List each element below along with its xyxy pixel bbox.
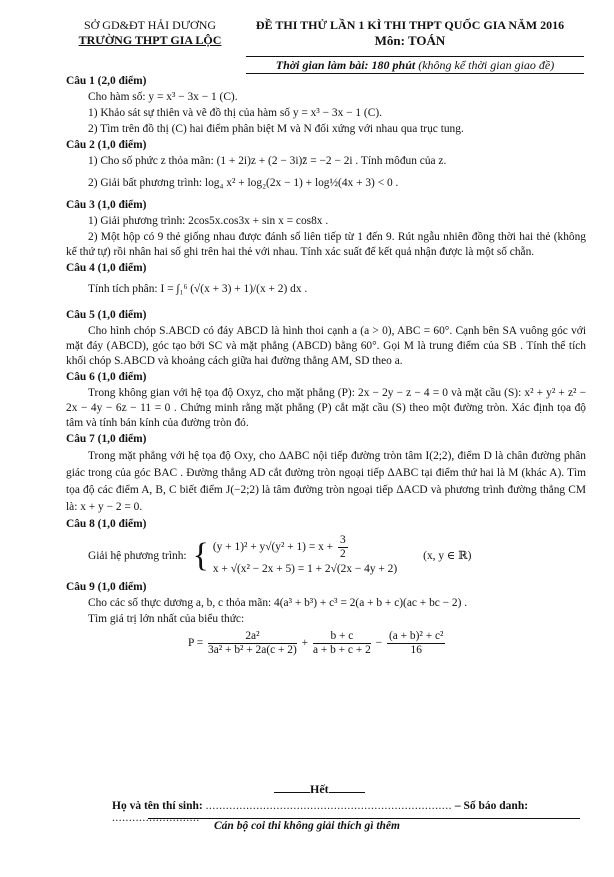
term-3 xyxy=(387,630,445,657)
system-brace: { xyxy=(192,537,209,574)
end-marker xyxy=(274,782,365,797)
candidate-name-field[interactable]: ......................................................................... xyxy=(205,800,452,812)
term-3-numerator: (a + b)² + c² xyxy=(388,630,444,642)
candidate-name-label: Họ và tên thí sinh: xyxy=(112,800,203,812)
sbd-label: – Số báo danh: xyxy=(454,800,529,812)
time-label: Thời gian làm bài: 180 phút xyxy=(275,58,416,72)
P-symbol: P = xyxy=(188,637,204,650)
expression-P xyxy=(188,630,586,657)
system-equation-2: x + √(x² − 2x + 5) = 1 + 2√(2x − 4y + 2) xyxy=(212,563,398,575)
question-8-title: Câu 8 (1,0 điểm) xyxy=(66,518,147,530)
plus-sign: + xyxy=(301,637,309,650)
school-name: TRƯỜNG THPT GIA LỘC xyxy=(78,33,222,47)
time-note: (không kể thời gian giao đề) xyxy=(418,58,555,72)
question-1-part-1: 1) Khảo sát sự thiên và vẽ đồ thị của hàm số y = x³ − 3x − 1 (C). xyxy=(88,107,382,119)
system-equation-1 xyxy=(213,534,397,561)
question-3-part-1: 1) Giải phương trình: 2cos5x.cos3x + sin x = cos8x . xyxy=(88,215,329,227)
department-name: SỞ GD&ĐT HẢI DƯƠNG xyxy=(83,18,217,32)
question-3-part-2: 2) Một hộp có 9 thẻ giống nhau được đánh số liên tiếp từ 1 đến 9. Rút ngẫu nhiên đồng thời hai thẻ (không kể thứ tự) rồi nhân hai số ghi trên hai thẻ với nhau. Tính xác suất để kết quả nhận được là một số chẵn. xyxy=(66,231,586,258)
system-domain: (x, y ∈ ℝ) xyxy=(423,549,472,562)
term-1 xyxy=(208,630,297,657)
question-2-part-1: 1) Cho số phức z thỏa mãn: (1 + 2i)z + (2 − 3i)z̄ = −2 − 2i . Tính môđun của z. xyxy=(88,155,447,167)
equation-system xyxy=(88,534,586,578)
question-9-title: Câu 9 (1,0 điểm) xyxy=(66,581,147,593)
fraction-denominator: 2 xyxy=(339,548,346,560)
question-1-title: Câu 1 (2,0 điểm) xyxy=(66,75,147,87)
question-6-text: Trong không gian với hệ tọa độ Oxyz, cho mặt phẳng (P): 2x − 2y − z − 4 = 0 và mặt cầu (S): x² + y² + z² − 2x − 4y − 6z − 11 = 0 . Chứng minh rằng mặt phẳng (P) cắt mặt cầu (S) theo một đường tròn. Xác định tọa độ tâm và tính bán kính của đường tròn đó. xyxy=(66,387,586,429)
term-2 xyxy=(313,630,371,657)
question-7-title: Câu 7 (1,0 điểm) xyxy=(66,433,147,445)
system-label: Giải hệ phương trình: xyxy=(88,549,187,562)
question-5-text: Cho hình chóp S.ABCD có đáy ABCD là hình thoi cạnh a (a > 0), ABC = 60°. Cạnh bên SA vuông góc với mặt đáy (ABCD), góc tạo bởi SC và mặt phẳng (ABCD) bằng 60°. Gọi M là trung điểm của SB . Tính thể tích khối chóp S.ABCD và khoảng cách giữa hai đường thẳng AM, SD theo a. xyxy=(66,325,586,367)
question-5-title: Câu 5 (1,0 điểm) xyxy=(66,309,147,321)
term-2-numerator: b + c xyxy=(313,630,371,644)
question-9-ask: Tìm giá trị lớn nhất của biểu thức: xyxy=(88,613,245,625)
term-2-denominator: a + b + c + 2 xyxy=(312,644,371,656)
question-4-title: Câu 4 (1,0 điểm) xyxy=(66,262,147,274)
term-3-denominator: 16 xyxy=(410,644,422,656)
term-1-numerator: 2a² xyxy=(208,630,297,644)
question-2-title: Câu 2 (1,0 điểm) xyxy=(66,139,147,151)
term-1-denominator: 3a² + b² + 2a(c + 2) xyxy=(208,644,297,656)
question-7-text: Trong mặt phẳng với hệ tọa độ Oxy, cho ΔABC nội tiếp đường tròn tâm I(2;2), điểm D là chân đường phân giác trong của góc BAC . Đường thẳng AD cắt đường tròn ngoại tiếp ΔABC tại điểm thứ hai là M (khác A). Tìm tọa độ các điểm A, B, C biết điểm J(−2;2) là tâm đường tròn ngoại tiếp ΔACD và phương trình đường thẳng CM là: x + y − 2 = 0. xyxy=(66,450,586,513)
fraction-numerator: 3 xyxy=(339,534,346,546)
minus-sign: − xyxy=(375,637,383,650)
end-text: Hết xyxy=(310,782,329,796)
question-2-part-2: 2) Giải bất phương trình: log₄ x² + log₂(2x − 1) + log½(4x + 3) < 0 . xyxy=(88,177,399,189)
equation-1-lhs: (y + 1)² + y√(y² + 1) = x + xyxy=(212,541,334,554)
equation-1-fraction xyxy=(338,534,348,561)
footer-rule xyxy=(148,818,580,819)
header-left xyxy=(60,18,240,48)
sbd-field[interactable]: .......................... xyxy=(112,812,200,824)
question-1-part-2: 2) Tìm trên đồ thị (C) hai điểm phân biệt M và N đối xứng với nhau qua trục tung. xyxy=(88,123,464,135)
header-right xyxy=(240,18,580,72)
exam-title: ĐỀ THI THỬ LẦN 1 KÌ THI THPT QUỐC GIA NĂM 2016 xyxy=(255,18,565,32)
question-3-title: Câu 3 (1,0 điểm) xyxy=(66,199,147,211)
system-equations xyxy=(213,534,397,578)
proctor-note: Cán bộ coi thi không giải thích gì thêm xyxy=(214,820,400,832)
subject-label: Môn: TOÁN xyxy=(374,33,446,48)
question-1-intro: Cho hàm số: y = x³ − 3x − 1 (C). xyxy=(88,91,238,103)
question-4-text: Tính tích phân: I = ∫₁⁶ (√(x + 3) + 1)/(x + 2) dx . xyxy=(88,283,308,295)
time-box xyxy=(246,56,584,74)
exam-content xyxy=(66,73,586,657)
question-9-text: Cho các số thực dương a, b, c thỏa mãn: 4(a³ + b³) + c³ = 2(a + b + c)(ac + bc − 2) . xyxy=(88,597,468,609)
question-6-title: Câu 6 (1,0 điểm) xyxy=(66,371,147,383)
